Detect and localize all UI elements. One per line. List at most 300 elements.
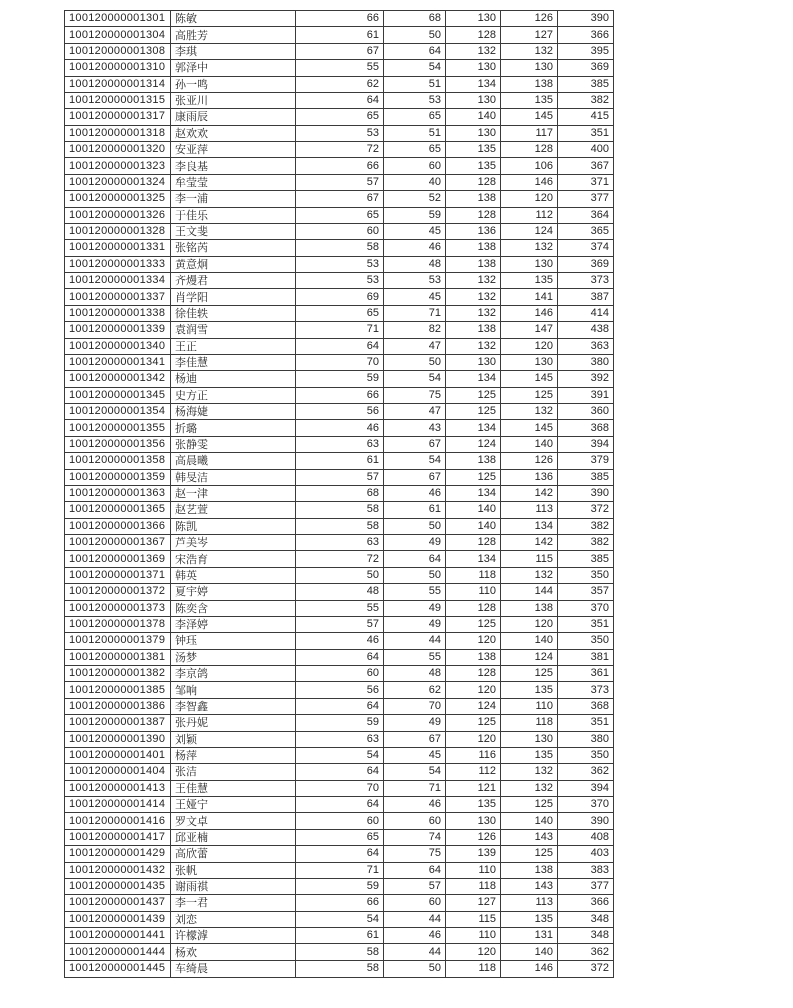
cell-score-4: 143 — [501, 829, 558, 845]
cell-candidate-name: 杨海婕 — [171, 404, 296, 420]
table-row — [65, 518, 614, 534]
cell-score-2: 67 — [384, 469, 446, 485]
cell-score-1: 64 — [296, 338, 384, 354]
cell-score-3: 132 — [446, 305, 501, 321]
cell-candidate-name: 赵一津 — [171, 485, 296, 501]
cell-score-4: 146 — [501, 305, 558, 321]
cell-candidate-id: 100120000001381 — [65, 649, 171, 665]
table-row — [65, 125, 614, 141]
cell-score-3: 128 — [446, 27, 501, 43]
cell-candidate-name: 高晨曦 — [171, 453, 296, 469]
cell-score-1: 48 — [296, 584, 384, 600]
table-row — [65, 404, 614, 420]
cell-candidate-id: 100120000001441 — [65, 928, 171, 944]
cell-score-2: 50 — [384, 354, 446, 370]
cell-candidate-id: 100120000001371 — [65, 567, 171, 583]
cell-score-2: 45 — [384, 747, 446, 763]
cell-score-1: 46 — [296, 420, 384, 436]
table-row — [65, 240, 614, 256]
cell-score-3: 128 — [446, 666, 501, 682]
cell-score-2: 51 — [384, 76, 446, 92]
cell-candidate-id: 100120000001314 — [65, 76, 171, 92]
table-row — [65, 502, 614, 518]
cell-candidate-id: 100120000001358 — [65, 453, 171, 469]
cell-score-3: 125 — [446, 387, 501, 403]
cell-total-score: 377 — [558, 878, 614, 894]
cell-score-2: 43 — [384, 420, 446, 436]
cell-candidate-name: 芦美岑 — [171, 535, 296, 551]
cell-score-4: 132 — [501, 780, 558, 796]
cell-score-3: 134 — [446, 76, 501, 92]
cell-score-2: 71 — [384, 780, 446, 796]
cell-score-4: 135 — [501, 92, 558, 108]
cell-score-3: 121 — [446, 780, 501, 796]
cell-score-1: 67 — [296, 191, 384, 207]
cell-score-1: 66 — [296, 158, 384, 174]
cell-score-1: 50 — [296, 567, 384, 583]
table-row — [65, 747, 614, 763]
cell-candidate-name: 牟莹莹 — [171, 174, 296, 190]
cell-candidate-id: 100120000001363 — [65, 485, 171, 501]
cell-total-score: 348 — [558, 911, 614, 927]
cell-score-2: 45 — [384, 289, 446, 305]
cell-score-1: 63 — [296, 731, 384, 747]
cell-score-4: 145 — [501, 420, 558, 436]
cell-score-4: 130 — [501, 354, 558, 370]
table-row — [65, 354, 614, 370]
cell-candidate-name: 邹响 — [171, 682, 296, 698]
cell-candidate-name: 黄意炯 — [171, 256, 296, 272]
cell-score-3: 138 — [446, 256, 501, 272]
cell-score-2: 47 — [384, 338, 446, 354]
cell-score-2: 64 — [384, 43, 446, 59]
cell-score-1: 72 — [296, 551, 384, 567]
cell-score-3: 124 — [446, 436, 501, 452]
cell-candidate-name: 张亚川 — [171, 92, 296, 108]
cell-candidate-id: 100120000001373 — [65, 600, 171, 616]
cell-score-1: 59 — [296, 878, 384, 894]
cell-score-1: 63 — [296, 436, 384, 452]
cell-score-4: 132 — [501, 404, 558, 420]
table-row — [65, 158, 614, 174]
cell-candidate-id: 100120000001324 — [65, 174, 171, 190]
table-row — [65, 960, 614, 977]
cell-candidate-name: 张铭芮 — [171, 240, 296, 256]
cell-candidate-id: 100120000001328 — [65, 223, 171, 239]
cell-total-score: 382 — [558, 92, 614, 108]
cell-score-2: 50 — [384, 518, 446, 534]
cell-candidate-id: 100120000001367 — [65, 535, 171, 551]
cell-score-3: 138 — [446, 191, 501, 207]
cell-total-score: 379 — [558, 453, 614, 469]
cell-score-3: 134 — [446, 485, 501, 501]
cell-score-2: 49 — [384, 600, 446, 616]
cell-score-4: 120 — [501, 616, 558, 632]
cell-score-2: 45 — [384, 223, 446, 239]
cell-total-score: 390 — [558, 485, 614, 501]
cell-total-score: 387 — [558, 289, 614, 305]
cell-score-1: 59 — [296, 715, 384, 731]
cell-score-3: 140 — [446, 518, 501, 534]
cell-candidate-id: 100120000001323 — [65, 158, 171, 174]
cell-score-3: 138 — [446, 322, 501, 338]
cell-score-2: 51 — [384, 125, 446, 141]
cell-candidate-id: 100120000001366 — [65, 518, 171, 534]
cell-score-4: 135 — [501, 747, 558, 763]
cell-score-3: 130 — [446, 354, 501, 370]
table-row — [65, 338, 614, 354]
cell-score-4: 135 — [501, 682, 558, 698]
cell-score-3: 130 — [446, 125, 501, 141]
cell-score-3: 134 — [446, 551, 501, 567]
cell-score-2: 46 — [384, 928, 446, 944]
cell-candidate-id: 100120000001338 — [65, 305, 171, 321]
cell-score-2: 70 — [384, 698, 446, 714]
cell-score-3: 125 — [446, 616, 501, 632]
cell-score-3: 138 — [446, 240, 501, 256]
cell-score-4: 132 — [501, 567, 558, 583]
cell-candidate-name: 肖学阳 — [171, 289, 296, 305]
cell-candidate-id: 100120000001345 — [65, 387, 171, 403]
cell-score-3: 110 — [446, 928, 501, 944]
cell-score-4: 142 — [501, 485, 558, 501]
cell-score-2: 48 — [384, 256, 446, 272]
cell-score-2: 46 — [384, 485, 446, 501]
cell-score-1: 67 — [296, 43, 384, 59]
cell-total-score: 367 — [558, 158, 614, 174]
cell-score-4: 127 — [501, 27, 558, 43]
cell-score-1: 59 — [296, 371, 384, 387]
table-row — [65, 633, 614, 649]
table-row — [65, 616, 614, 632]
cell-total-score: 394 — [558, 436, 614, 452]
cell-candidate-name: 王娅宁 — [171, 797, 296, 813]
cell-score-4: 144 — [501, 584, 558, 600]
cell-score-2: 44 — [384, 633, 446, 649]
cell-total-score: 351 — [558, 125, 614, 141]
cell-score-4: 126 — [501, 453, 558, 469]
table-row — [65, 911, 614, 927]
table-row — [65, 92, 614, 108]
cell-score-2: 71 — [384, 305, 446, 321]
cell-score-1: 60 — [296, 223, 384, 239]
cell-score-2: 49 — [384, 616, 446, 632]
cell-score-2: 75 — [384, 387, 446, 403]
cell-score-3: 132 — [446, 43, 501, 59]
table-row — [65, 371, 614, 387]
cell-total-score: 357 — [558, 584, 614, 600]
cell-candidate-name: 徐佳轶 — [171, 305, 296, 321]
cell-score-3: 130 — [446, 92, 501, 108]
cell-score-1: 71 — [296, 322, 384, 338]
cell-total-score: 363 — [558, 338, 614, 354]
cell-candidate-id: 100120000001432 — [65, 862, 171, 878]
cell-score-1: 61 — [296, 453, 384, 469]
cell-score-2: 50 — [384, 27, 446, 43]
table-row — [65, 649, 614, 665]
cell-score-3: 125 — [446, 715, 501, 731]
cell-score-2: 60 — [384, 895, 446, 911]
cell-candidate-name: 赵艺萱 — [171, 502, 296, 518]
cell-score-2: 53 — [384, 92, 446, 108]
cell-candidate-name: 齐熳君 — [171, 273, 296, 289]
cell-candidate-id: 100120000001390 — [65, 731, 171, 747]
cell-total-score: 414 — [558, 305, 614, 321]
cell-score-2: 68 — [384, 11, 446, 27]
cell-candidate-id: 100120000001382 — [65, 666, 171, 682]
cell-candidate-name: 安亚萍 — [171, 142, 296, 158]
cell-score-3: 120 — [446, 731, 501, 747]
cell-candidate-id: 100120000001369 — [65, 551, 171, 567]
cell-score-1: 58 — [296, 240, 384, 256]
cell-candidate-name: 李一君 — [171, 895, 296, 911]
cell-score-1: 66 — [296, 387, 384, 403]
cell-score-2: 54 — [384, 453, 446, 469]
cell-score-1: 64 — [296, 846, 384, 862]
cell-score-3: 128 — [446, 535, 501, 551]
cell-candidate-name: 王正 — [171, 338, 296, 354]
cell-candidate-name: 刘颖 — [171, 731, 296, 747]
cell-candidate-name: 王文斐 — [171, 223, 296, 239]
cell-candidate-id: 100120000001301 — [65, 11, 171, 27]
cell-score-2: 48 — [384, 666, 446, 682]
cell-total-score: 408 — [558, 829, 614, 845]
cell-score-4: 146 — [501, 174, 558, 190]
cell-score-2: 65 — [384, 142, 446, 158]
cell-candidate-id: 100120000001445 — [65, 960, 171, 977]
cell-score-4: 118 — [501, 715, 558, 731]
cell-score-2: 46 — [384, 797, 446, 813]
cell-score-2: 74 — [384, 829, 446, 845]
cell-score-2: 49 — [384, 715, 446, 731]
table-row — [65, 289, 614, 305]
cell-score-3: 115 — [446, 911, 501, 927]
cell-score-4: 130 — [501, 731, 558, 747]
cell-candidate-id: 100120000001365 — [65, 502, 171, 518]
table-row — [65, 567, 614, 583]
cell-score-2: 49 — [384, 535, 446, 551]
cell-score-3: 130 — [446, 60, 501, 76]
cell-score-2: 40 — [384, 174, 446, 190]
cell-candidate-name: 张帆 — [171, 862, 296, 878]
cell-score-1: 62 — [296, 76, 384, 92]
cell-score-1: 65 — [296, 829, 384, 845]
cell-score-4: 113 — [501, 895, 558, 911]
cell-score-1: 66 — [296, 895, 384, 911]
cell-score-1: 64 — [296, 698, 384, 714]
cell-candidate-id: 100120000001444 — [65, 944, 171, 960]
cell-score-1: 54 — [296, 911, 384, 927]
cell-score-4: 130 — [501, 60, 558, 76]
table-row — [65, 878, 614, 894]
cell-candidate-id: 100120000001318 — [65, 125, 171, 141]
cell-score-2: 50 — [384, 960, 446, 977]
cell-candidate-name: 杨萍 — [171, 747, 296, 763]
cell-score-2: 44 — [384, 911, 446, 927]
cell-candidate-id: 100120000001342 — [65, 371, 171, 387]
table-row — [65, 682, 614, 698]
cell-total-score: 395 — [558, 43, 614, 59]
cell-score-1: 65 — [296, 207, 384, 223]
cell-score-3: 120 — [446, 944, 501, 960]
cell-score-4: 120 — [501, 338, 558, 354]
cell-score-2: 55 — [384, 649, 446, 665]
cell-score-1: 68 — [296, 485, 384, 501]
cell-candidate-id: 100120000001414 — [65, 797, 171, 813]
cell-score-2: 67 — [384, 731, 446, 747]
cell-total-score: 382 — [558, 535, 614, 551]
cell-total-score: 373 — [558, 682, 614, 698]
table-row — [65, 698, 614, 714]
cell-score-1: 55 — [296, 60, 384, 76]
table-row — [65, 27, 614, 43]
cell-score-3: 132 — [446, 338, 501, 354]
cell-candidate-name: 李佳慧 — [171, 354, 296, 370]
cell-score-4: 125 — [501, 387, 558, 403]
cell-score-4: 117 — [501, 125, 558, 141]
table-row — [65, 846, 614, 862]
cell-candidate-id: 100120000001326 — [65, 207, 171, 223]
cell-score-3: 128 — [446, 174, 501, 190]
table-row — [65, 207, 614, 223]
cell-candidate-id: 100120000001315 — [65, 92, 171, 108]
cell-total-score: 364 — [558, 207, 614, 223]
cell-score-4: 147 — [501, 322, 558, 338]
cell-candidate-id: 100120000001401 — [65, 747, 171, 763]
cell-total-score: 385 — [558, 76, 614, 92]
cell-total-score: 365 — [558, 223, 614, 239]
cell-score-4: 143 — [501, 878, 558, 894]
cell-candidate-name: 李琪 — [171, 43, 296, 59]
cell-score-3: 110 — [446, 862, 501, 878]
table-row — [65, 666, 614, 682]
table-row — [65, 764, 614, 780]
cell-score-3: 112 — [446, 764, 501, 780]
cell-score-1: 58 — [296, 960, 384, 977]
cell-total-score: 370 — [558, 797, 614, 813]
cell-candidate-name: 孙一鸣 — [171, 76, 296, 92]
cell-total-score: 351 — [558, 715, 614, 731]
cell-candidate-id: 100120000001416 — [65, 813, 171, 829]
cell-score-4: 141 — [501, 289, 558, 305]
cell-total-score: 374 — [558, 240, 614, 256]
cell-score-4: 134 — [501, 518, 558, 534]
cell-score-4: 126 — [501, 11, 558, 27]
score-sheet — [64, 10, 614, 978]
table-row — [65, 191, 614, 207]
cell-candidate-name: 李良基 — [171, 158, 296, 174]
table-body — [65, 11, 614, 978]
cell-score-1: 58 — [296, 518, 384, 534]
cell-total-score: 380 — [558, 354, 614, 370]
table-row — [65, 715, 614, 731]
cell-candidate-id: 100120000001379 — [65, 633, 171, 649]
cell-score-1: 64 — [296, 764, 384, 780]
cell-score-3: 126 — [446, 829, 501, 845]
cell-candidate-name: 邱亚楠 — [171, 829, 296, 845]
cell-score-2: 60 — [384, 813, 446, 829]
cell-score-2: 65 — [384, 109, 446, 125]
cell-score-1: 60 — [296, 666, 384, 682]
cell-score-3: 118 — [446, 567, 501, 583]
cell-score-4: 120 — [501, 191, 558, 207]
cell-score-4: 140 — [501, 813, 558, 829]
cell-score-1: 56 — [296, 404, 384, 420]
cell-score-3: 135 — [446, 797, 501, 813]
cell-score-2: 44 — [384, 944, 446, 960]
table-row — [65, 813, 614, 829]
cell-score-1: 58 — [296, 502, 384, 518]
cell-score-3: 116 — [446, 747, 501, 763]
table-row — [65, 420, 614, 436]
cell-total-score: 382 — [558, 518, 614, 534]
cell-score-3: 120 — [446, 633, 501, 649]
cell-score-4: 132 — [501, 764, 558, 780]
cell-score-3: 132 — [446, 273, 501, 289]
cell-score-4: 131 — [501, 928, 558, 944]
cell-candidate-name: 李泽婷 — [171, 616, 296, 632]
cell-total-score: 403 — [558, 846, 614, 862]
cell-candidate-id: 100120000001333 — [65, 256, 171, 272]
cell-candidate-id: 100120000001308 — [65, 43, 171, 59]
cell-score-1: 72 — [296, 142, 384, 158]
cell-total-score: 369 — [558, 60, 614, 76]
cell-candidate-id: 100120000001404 — [65, 764, 171, 780]
table-row — [65, 535, 614, 551]
cell-candidate-name: 于佳乐 — [171, 207, 296, 223]
cell-score-3: 134 — [446, 420, 501, 436]
cell-total-score: 381 — [558, 649, 614, 665]
cell-score-3: 127 — [446, 895, 501, 911]
cell-score-2: 53 — [384, 273, 446, 289]
cell-score-3: 132 — [446, 289, 501, 305]
cell-score-3: 118 — [446, 878, 501, 894]
score-table — [64, 10, 614, 978]
cell-score-3: 140 — [446, 109, 501, 125]
cell-candidate-name: 钟珏 — [171, 633, 296, 649]
cell-score-1: 61 — [296, 27, 384, 43]
cell-candidate-name: 陈凯 — [171, 518, 296, 534]
cell-score-4: 132 — [501, 43, 558, 59]
cell-score-2: 54 — [384, 764, 446, 780]
cell-candidate-id: 100120000001372 — [65, 584, 171, 600]
cell-score-4: 145 — [501, 371, 558, 387]
cell-candidate-name: 罗文卓 — [171, 813, 296, 829]
cell-candidate-name: 张丹妮 — [171, 715, 296, 731]
table-row — [65, 453, 614, 469]
cell-score-1: 60 — [296, 813, 384, 829]
cell-candidate-id: 100120000001378 — [65, 616, 171, 632]
cell-score-1: 64 — [296, 797, 384, 813]
cell-score-3: 134 — [446, 371, 501, 387]
cell-total-score: 372 — [558, 502, 614, 518]
cell-score-3: 130 — [446, 813, 501, 829]
cell-candidate-id: 100120000001317 — [65, 109, 171, 125]
cell-total-score: 366 — [558, 895, 614, 911]
table-row — [65, 256, 614, 272]
cell-score-1: 70 — [296, 780, 384, 796]
cell-score-4: 106 — [501, 158, 558, 174]
cell-candidate-id: 100120000001359 — [65, 469, 171, 485]
cell-score-1: 53 — [296, 256, 384, 272]
cell-score-4: 145 — [501, 109, 558, 125]
cell-score-4: 138 — [501, 862, 558, 878]
cell-candidate-id: 100120000001304 — [65, 27, 171, 43]
table-row — [65, 797, 614, 813]
cell-score-4: 138 — [501, 76, 558, 92]
cell-score-3: 118 — [446, 960, 501, 977]
cell-score-1: 65 — [296, 109, 384, 125]
